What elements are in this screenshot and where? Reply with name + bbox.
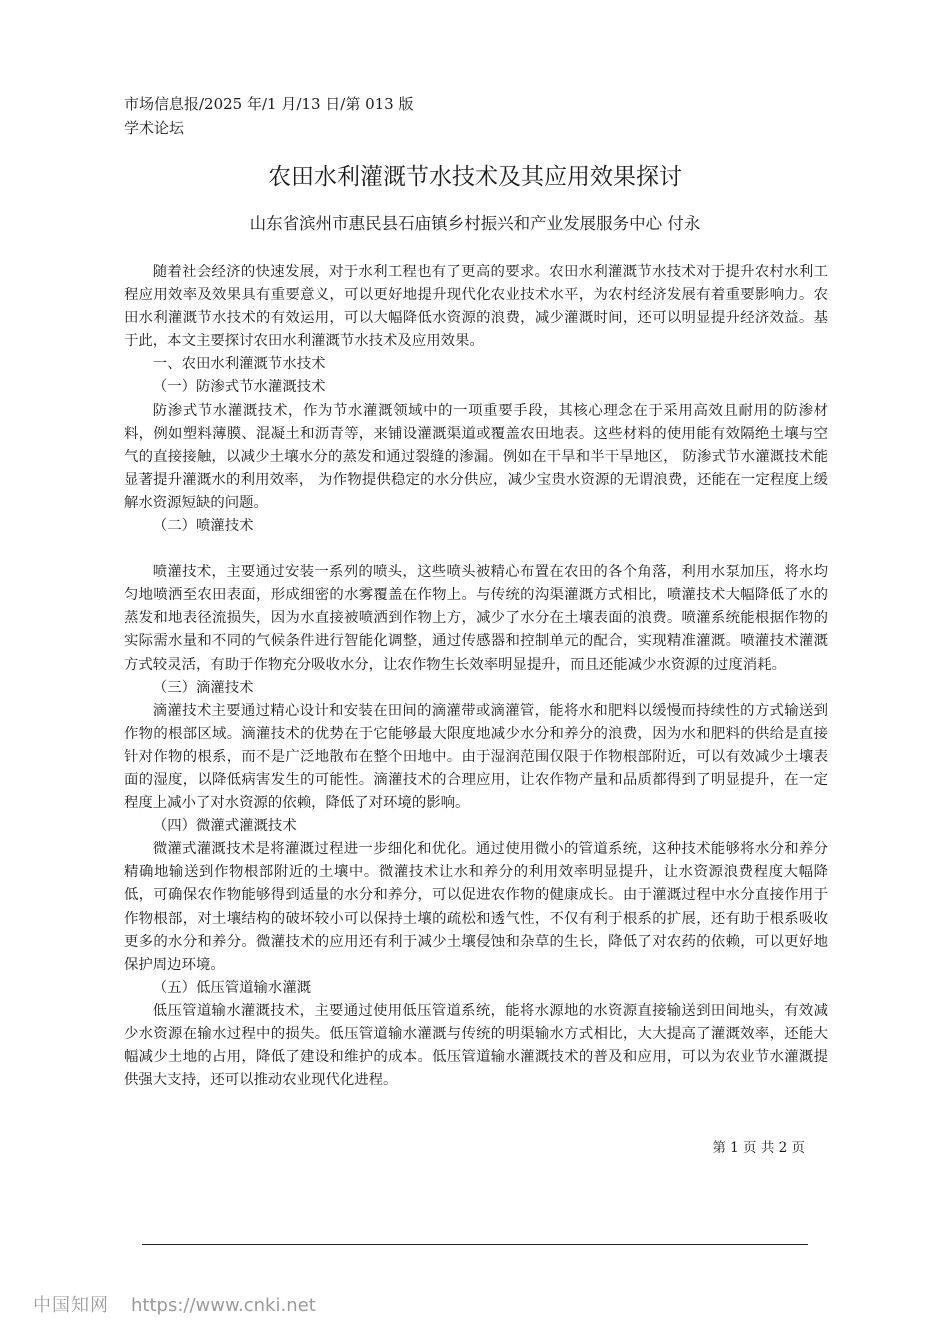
footer-divider [142, 1244, 808, 1245]
subsection-heading-2: （二）喷灌技术 [152, 518, 254, 535]
subsection-heading-3: （三）滴灌技术 [152, 679, 254, 696]
article-title: 农田水利灌溉节水技术及其应用效果探讨 [268, 164, 682, 190]
intro-paragraph: 随着社会经济的快速发展，对于水利工程也有了更高的要求。农田水利灌溉节水技术对于提升农村水利工程应用效率及效果具有重要意义，可以更好地提升现代化农业技术水平，为农村经济发展有着重要影响力。农田水利灌溉节水技术的有效运用，可以大幅降低水资源的浪费，减少灌溉时间，还可以明显提升经济效益。基于此，本文主要探讨农田水利灌溉节水技术及应用效果。 [124, 264, 828, 350]
subsection-heading-5: （五）低压管道输水灌溉 [152, 979, 312, 996]
article-body [124, 261, 828, 1092]
watermark-brand: 中国知网 [33, 1295, 109, 1316]
paragraph-gap [124, 538, 828, 561]
section-heading: 一、农田水利灌溉节水技术 [152, 356, 326, 373]
subsection-paragraph-3: 滴灌技术主要通过精心设计和安装在田间的滴灌带或滴灌管，能将水和肥料以缓慢而持续性的方式输送到作物的根部区域。滴灌技术的优势在于它能够最大限度地减少水分和养分的浪费，因为水和肥料的供给是直接针对作物的根系，而不是广泛地散布在整个田地中。由于湿润范围仅限于作物根部附近，可以有效减少土壤表面的湿度，以降低病害发生的可能性。滴灌技术的合理应用，让农作物产量和品质都得到了明显提升，在一定程度上减小了对水资源的依赖，降低了对环境的影响。 [124, 702, 828, 812]
subsection-heading-4: （四）微灌式灌溉技术 [152, 818, 297, 835]
subsection-paragraph-2: 喷灌技术，主要通过安装一系列的喷头，这些喷头被精心布置在农田的各个角落，利用水泵加压，将水均匀地喷洒至农田表面，形成细密的水雾覆盖在作物上。与传统的沟渠灌溉方式相比，喷灌技术大幅降低了水的蒸发和地表径流损失，因为水直接被喷洒到作物上方，减少了水分在土壤表面的浪费。喷灌系统能根据作物的实际需水量和不同的气候条件进行智能化调整，通过传感器和控制单元的配合，实现精准灌溉。喷灌技术灌溉方式较灵活，有助于作物充分吸收水分，让农作物生长效率明显提升，而且还能减少水资源的过度消耗。 [124, 564, 828, 673]
subsection-paragraph-1: 防渗式节水灌溉技术，作为节水灌溉领域中的一项重要手段，其核心理念在于采用高效且耐用的防渗材料，例如塑料薄膜、混凝土和沥青等，来铺设灌溉渠道或覆盖农田地表。这些材料的使用能有效隔绝土壤与空气的直接接触，以减少土壤水分的蒸发和通过裂缝的渗漏。例如在干旱和半干旱地区， 防渗式节水灌溉技术能显著提升灌溉水的利用效率， 为作物提供稳定的水分供应，减少宝贵水资源的无谓浪费，还能在一定程度上缓解水资源短缺的问题。 [124, 402, 828, 511]
article-author: 山东省滨州市惠民县石庙镇乡村振兴和产业发展服务中心 付永 [249, 214, 701, 233]
subsection-heading-1: （一）防渗式节水灌溉技术 [152, 379, 326, 396]
subsection-paragraph-5: 低压管道输水灌溉技术，主要通过使用低压管道系统，能将水源地的水资源直接输送到田间地头，有效减少水资源在输水过程中的损失。低压管道输水灌溉与传统的明渠输水方式相比，大大提高了灌溉效率，还能大幅减少土地的占用，降低了建设和维护的成本。低压管道输水灌溉技术的普及和应用，可以为农业节水灌溉提供强大支持，还可以推动农业现代化进程。 [124, 1002, 828, 1089]
page-number: 第 1 页 共 2 页 [712, 1140, 805, 1156]
publication-source: 市场信息报/2025 年/1 月/13 日/第 013 版学术论坛 [124, 95, 414, 137]
cnki-watermark [33, 1294, 316, 1318]
watermark-url: https://www.cnki.net [131, 1295, 316, 1316]
subsection-paragraph-4: 微灌式灌溉技术是将灌溉过程进一步细化和优化。通过使用微小的管道系统，这种技术能够将水分和养分精确地输送到作物根部附近的土壤中。微灌技术让水和养分的利用效率明显提升，让水资源浪费程度大幅降低，可确保农作物能够得到适量的水分和养分，可以促进农作物的健康成长。由于灌溉过程中水分直接作用于作物根部，对土壤结构的破坏较小可以保持土壤的疏松和透气性，不仅有利于根系的扩展，还有助于根系吸收更多的水分和养分。微灌技术的应用还有利于减少土壤侵蚀和杂草的生长，降低了对农药的依赖，可以更好地保护周边环境。 [124, 841, 828, 973]
